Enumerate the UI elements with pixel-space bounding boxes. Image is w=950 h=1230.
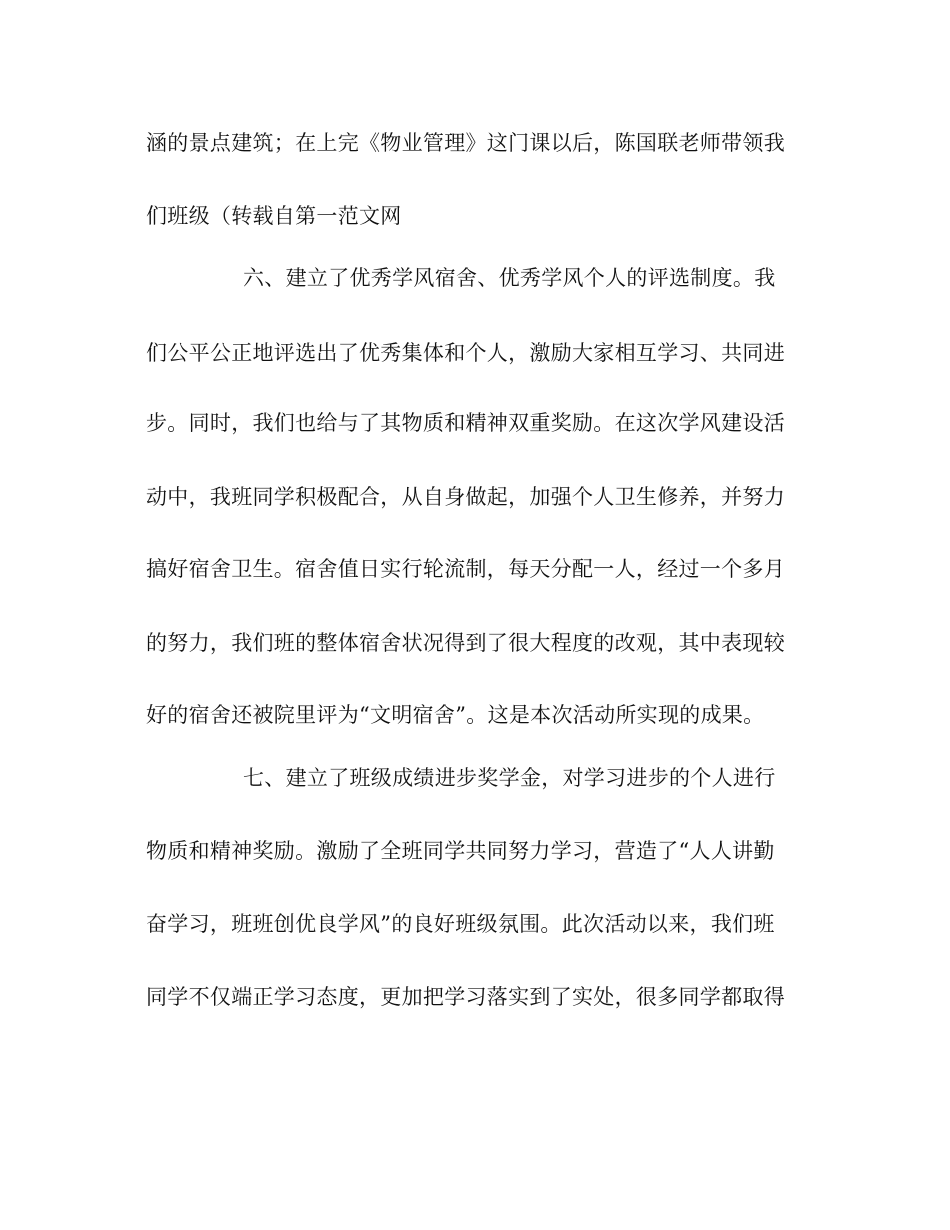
paragraph-line: 的努力，我们班的整体宿舍状况得到了很大程度的改观，其中表现较 <box>146 631 785 655</box>
paragraph-line: 们班级（转载自第一范文网 <box>146 204 402 228</box>
paragraph-line: 们公平公正地评选出了优秀集体和个人，激励大家相互学习、共同进 <box>146 341 785 365</box>
paragraph-line: 动中，我班同学积极配合，从自身做起，加强个人卫生修养，并努力 <box>146 485 785 509</box>
paragraph-line: 涵的景点建筑；在上完《物业管理》这门课以后，陈国联老师带领我 <box>146 131 785 155</box>
paragraph-first-line: 六、建立了优秀学风宿舍、优秀学风个人的评选制度。我 <box>243 266 776 290</box>
paragraph-line: 奋学习，班班创优良学风”的良好班级氛围。此次活动以来，我们班 <box>146 912 775 936</box>
paragraph-line: 步。同时，我们也给与了其物质和精神双重奖励。在这次学风建设活 <box>146 411 785 435</box>
paragraph-line: 好的宿舍还被院里评为“文明宿舍”。这是本次活动所实现的成果。 <box>146 703 765 727</box>
paragraph-first-line: 七、建立了班级成绩进步奖学金，对学习进步的个人进行 <box>243 766 776 790</box>
paragraph-line: 搞好宿舍卫生。宿舍值日实行轮流制，每天分配一人，经过一个多月 <box>146 557 785 581</box>
paragraph-line: 物质和精神奖励。激励了全班同学共同努力学习，营造了“人人讲勤 <box>146 839 775 863</box>
paragraph-line: 同学不仅端正学习态度，更加把学习落实到了实处，很多同学都取得 <box>146 985 785 1009</box>
